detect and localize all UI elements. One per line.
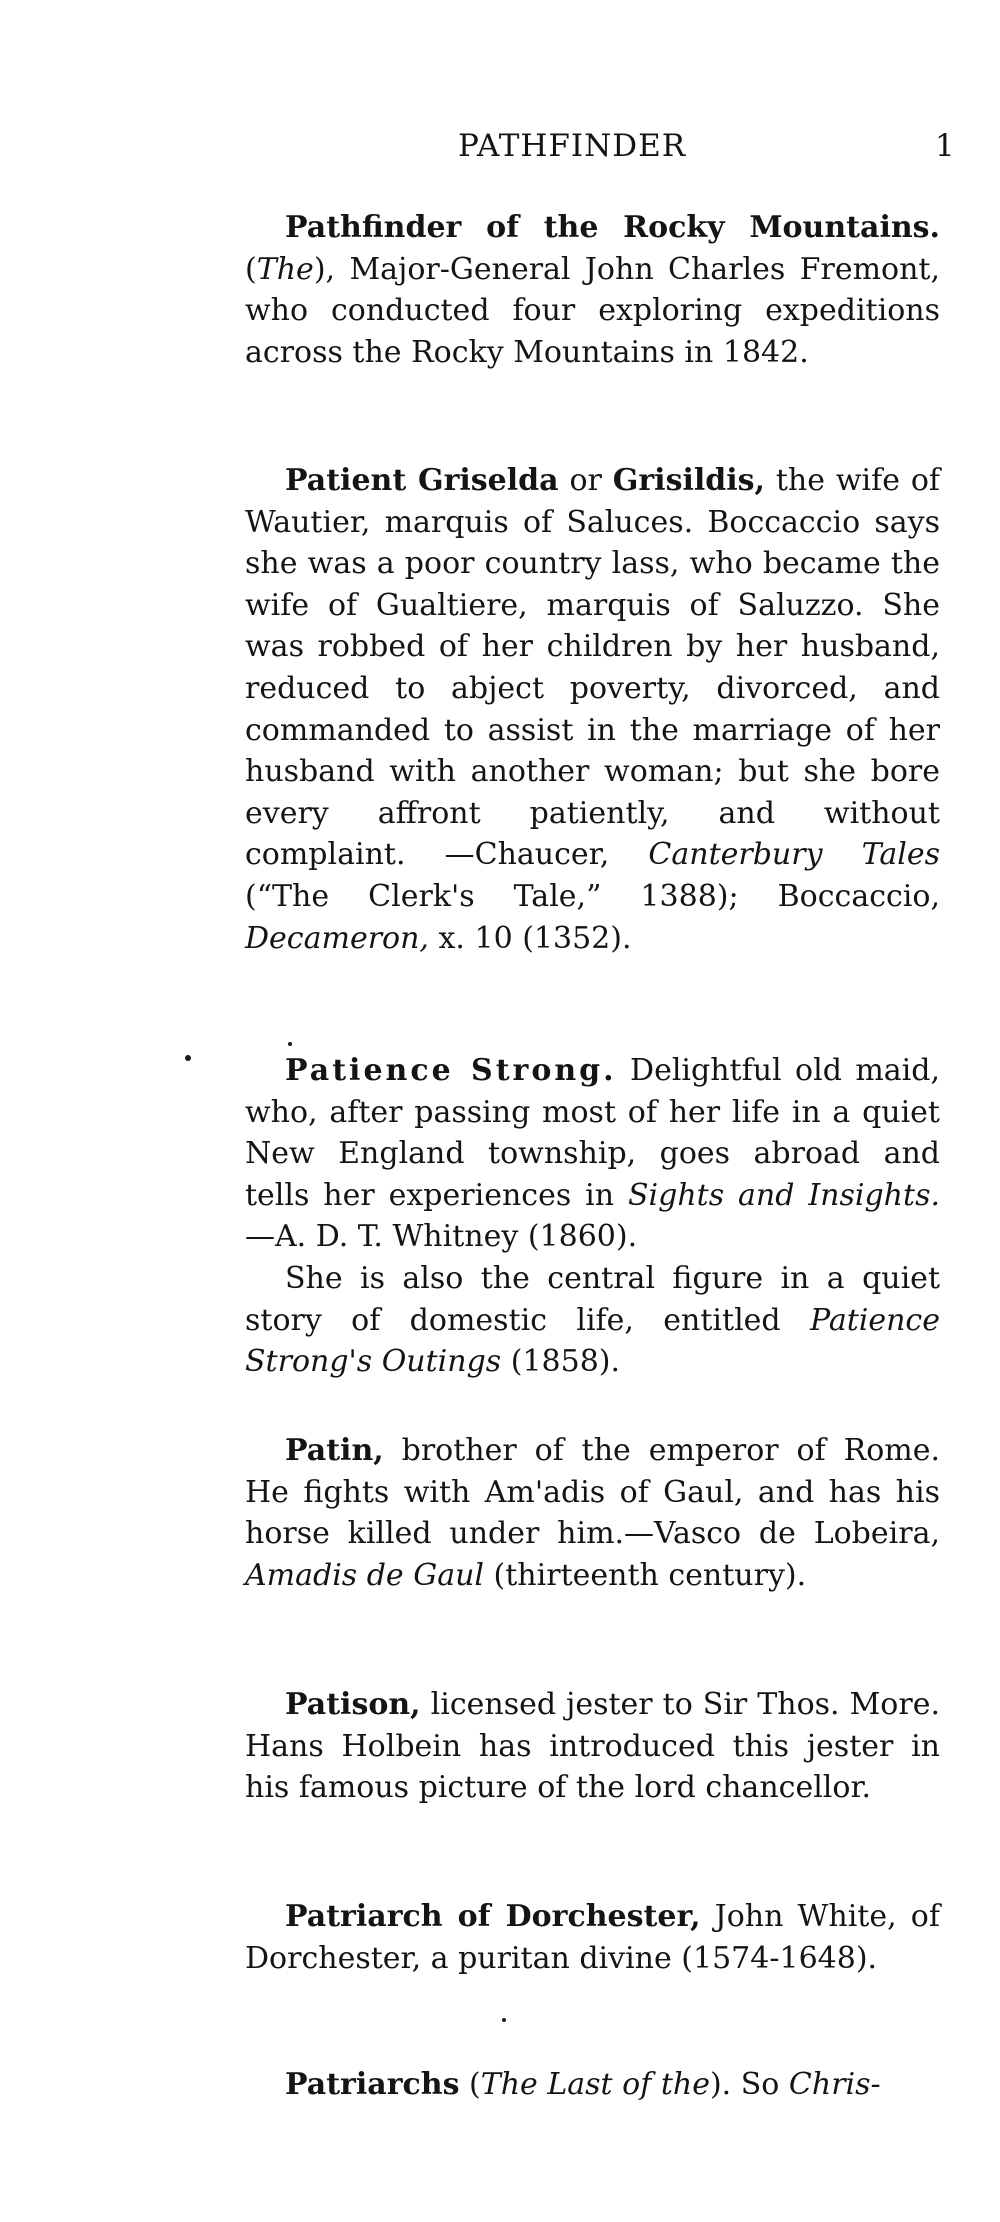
entry-headword: Patison,	[285, 1687, 421, 1722]
entry-subtitle: The	[256, 251, 314, 287]
entry-patience-strong	[245, 1050, 940, 1383]
entry-text-or: or	[569, 463, 602, 498]
entry-text: (thirteenth century).	[493, 1557, 807, 1593]
ink-speck	[502, 2018, 506, 2022]
entry-headword: Patriarch of Dorchester,	[285, 1899, 701, 1934]
entry-patison	[245, 1684, 940, 1809]
running-title: PATHFINDER	[458, 128, 687, 164]
entry-text: She is also the central figure in a quiet story of domestic life, entitled	[245, 1260, 940, 1338]
entry-headword: Patriarchs	[285, 2067, 460, 2102]
entry-text: Delightful old maid, who, after passing most of her life in a quiet New England township, goes abroad and tells her experiences in	[245, 1053, 940, 1213]
entry-headword: Patience Strong.	[285, 1053, 617, 1088]
entry-text: John White, of Dorchester, a puritan divine (1574-1648).	[245, 1899, 940, 1976]
entry-text: So	[740, 2067, 780, 2102]
entry-text: —A. D. T. Whitney (1860).	[245, 1219, 638, 1255]
entry-text: Major-General John Charles Fremont, who conducted four exploring expeditions across the Rocky Mountains in 1842.	[245, 251, 940, 370]
entry-headword-alt: Grisildis,	[612, 463, 765, 498]
entry-italic-title: Chris-	[788, 2067, 881, 2102]
entry-italic-title: Decameron,	[245, 920, 429, 956]
entry-italic-title: Patience Strong's Outings	[245, 1302, 940, 1380]
entry-text: the wife of Wautier, marquis of Saluces. Boccaccio says she was a poor country lass, who became the wife of Gualtiere, marquis of Saluzzo. She was robbed of her children by her husband, reduced to abject poverty, divorced, and commanded to assist in the marriage of her husband with another woman; but she bore every affront patiently, and without complaint. —Chaucer,	[245, 463, 940, 873]
entry-patriarchs: Patriarchs (The Last of the). So Chris-	[285, 2067, 881, 2102]
entry-patriarch-of-dorchester	[245, 1896, 940, 1979]
entry-italic-title: Amadis de Gaul	[245, 1557, 484, 1593]
entry-text: x. 10 (1352).	[438, 920, 632, 956]
entry-pathfinder: Pathfinder of the Rocky Mountains. (The), Major-General John Charles Fremont, who conducted four exploring expeditions across the Rocky Mountains in 1842.	[245, 210, 940, 370]
entry-patient-griselda	[245, 460, 940, 959]
entry-text: (1858).	[510, 1344, 621, 1380]
entry-italic-title: Sights and Insights.	[627, 1177, 940, 1213]
ink-speck	[185, 1055, 191, 1061]
entry-patin	[245, 1430, 940, 1596]
entry-text: licensed jester to Sir Thos. More. Hans Holbein has introduced this jester in his famous picture of the lord chancellor.	[245, 1687, 940, 1806]
entry-headword: Patin,	[285, 1433, 384, 1468]
entry-paragraph	[245, 1258, 940, 1383]
entry-text: brother of the emperor of Rome. He fights with Am'adis of Gaul, and has his horse killed under him.—Vasco de Lobeira,	[245, 1433, 940, 1552]
entry-italic-title: Canterbury Tales	[648, 837, 940, 873]
entry-headword: Patient Griselda	[285, 463, 559, 498]
ink-speck	[288, 1042, 292, 1046]
entry-italic-title: The Last of the	[480, 2067, 710, 2102]
entry-headword: Pathfinder of the Rocky Mountains.	[285, 210, 940, 245]
page-number: 1	[935, 128, 956, 164]
entry-text: (“The Clerk's Tale,” 1388); Boccaccio,	[245, 878, 940, 914]
